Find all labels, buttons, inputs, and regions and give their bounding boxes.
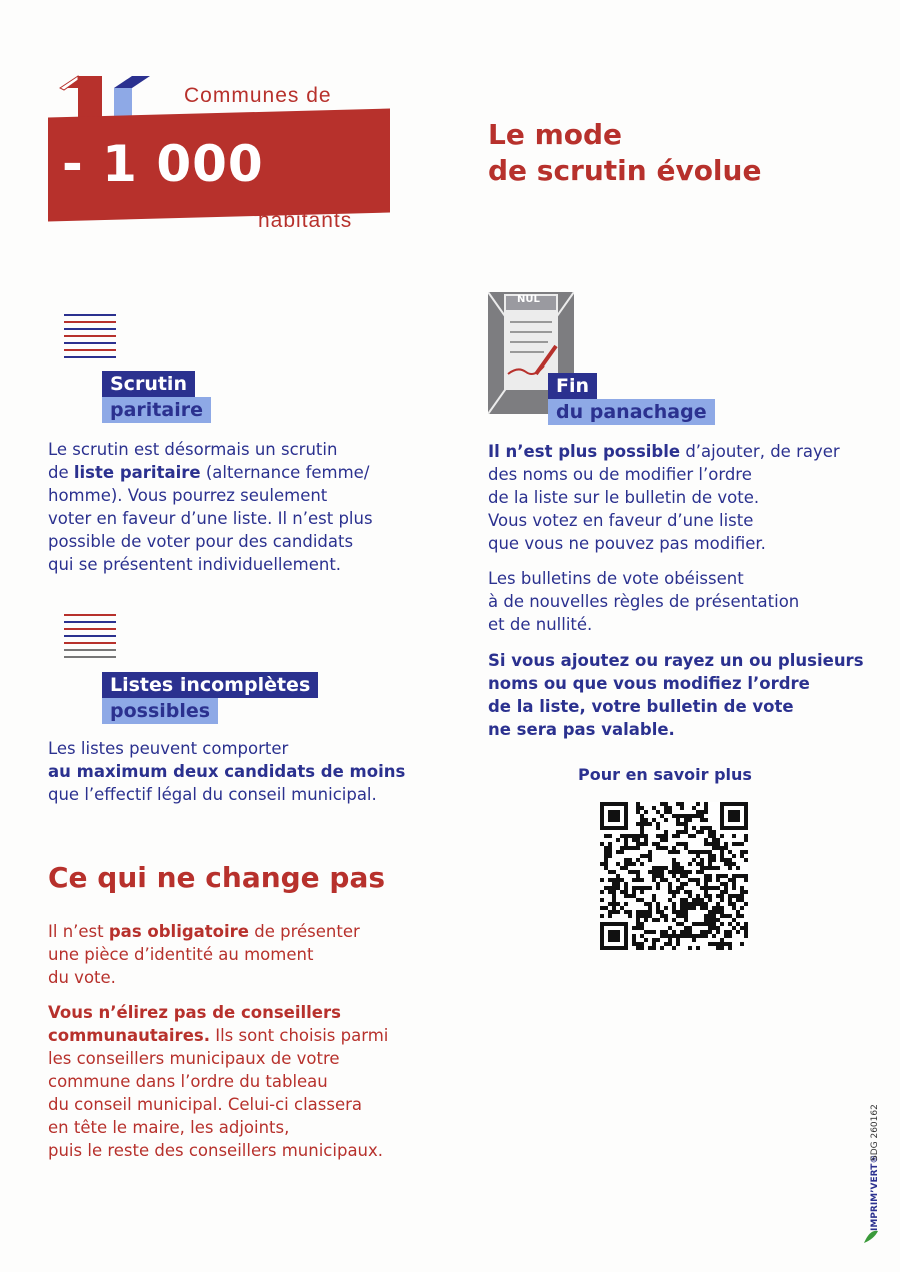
text-line: et de nullité. [488,615,593,634]
big-number: - 1 000 [62,135,264,193]
title-line-1: Le mode [488,118,623,151]
panachage-tag-line2: du panachage [548,399,715,425]
text-line [48,1024,388,1047]
text-span: Ils sont choisis parmi [209,1026,389,1045]
panachage-tag-line1: Fin [548,373,597,399]
text-line: possible de voter pour des candidats [48,532,354,551]
flag-lines-icon [64,614,116,663]
text-line: des noms ou de modifier l’ordre [488,465,752,484]
text-span: d’ajouter, de rayer [680,442,840,461]
text-line [48,760,405,783]
habitants-label: habitants [258,209,353,232]
text-line: que vous ne pouvez pas modifier. [488,534,766,553]
change-paragraph-2 [48,1001,388,1162]
panachage-paragraph-2 [488,567,799,636]
listes-tag [102,672,318,724]
text-span: Il n’est [48,922,109,941]
text-line [48,461,373,484]
text-line: du conseil municipal. Celui-ci classera [48,1095,363,1114]
text-line: Les bulletins de vote obéissent [488,569,744,588]
listes-tag-line2: possibles [102,698,218,724]
text-line: puis le reste des conseillers municipaux. [48,1141,384,1160]
page-title [488,117,761,189]
panachage-paragraph-3 [488,649,864,741]
sdg-code-text: SDG 260162 [870,1104,880,1161]
nul-label: NUL [517,294,540,305]
text-line: ne sera pas valable. [488,720,675,739]
text-line: Les listes peuvent comporter [48,739,289,758]
bold-span: Vous n’élirez pas de conseillers [48,1003,341,1022]
change-paragraph-1 [48,920,360,989]
text-line: de la liste, votre bulletin de vote [488,697,794,716]
title-line-2: de scrutin évolue [488,154,762,187]
imprim-vert-label [860,1085,884,1245]
text-line: commune dans l’ordre du tableau [48,1072,328,1091]
change-title: Ce qui ne change pas [48,861,386,894]
qr-code-icon[interactable] [600,802,748,950]
bold-span: pas obligatoire [108,922,249,941]
listes-paragraph [48,737,405,806]
text-line: les conseillers municipaux de votre [48,1049,340,1068]
flag-lines-icon [64,314,116,363]
text-line [488,440,840,463]
text-line [48,1001,388,1024]
text-line: à de nouvelles règles de présentation [488,592,800,611]
scrutin-tag [102,371,211,423]
text-line: voter en faveur d’une liste. Il n’est plus [48,509,373,528]
text-span: (alternance femme/ [200,463,370,482]
scrutin-paragraph [48,438,373,576]
panachage-tag [548,373,715,425]
bold-span: liste paritaire [73,463,201,482]
text-line: homme). Vous pourrez seulement [48,486,328,505]
panachage-paragraph-1 [488,440,840,555]
listes-tag-line1: Listes incomplètes [102,672,318,698]
scrutin-tag-line2: paritaire [102,397,211,423]
text-line: Le scrutin est désormais un scrutin [48,440,338,459]
text-line [48,920,360,943]
bold-span: communautaires. [48,1026,210,1045]
communes-de-label: Communes de [184,84,332,107]
text-span: de présenter [249,922,360,941]
text-line: du vote. [48,968,116,987]
text-line: Si vous ajoutez ou rayez un ou plusieurs [488,651,864,670]
text-line: que l’effectif légal du conseil municipal. [48,785,377,804]
scrutin-tag-line1: Scrutin [102,371,195,397]
text-line: en tête le maire, les adjoints, [48,1118,290,1137]
text-line: qui se présentent individuellement. [48,555,342,574]
more-label: Pour en savoir plus [578,765,752,784]
text-line: noms ou que vous modifiez l’ordre [488,674,810,693]
text-line: une pièce d’identité au moment [48,945,314,964]
bold-span: Il n’est plus possible [488,442,681,461]
text-line: Vous votez en faveur d’une liste [488,511,754,530]
bold-span: au maximum deux candidats de moins [48,762,406,781]
imprim-vert-text: IMPRIM’VERT® [870,1154,880,1231]
text-span: de [48,463,74,482]
text-line: de la liste sur le bulletin de vote. [488,488,760,507]
